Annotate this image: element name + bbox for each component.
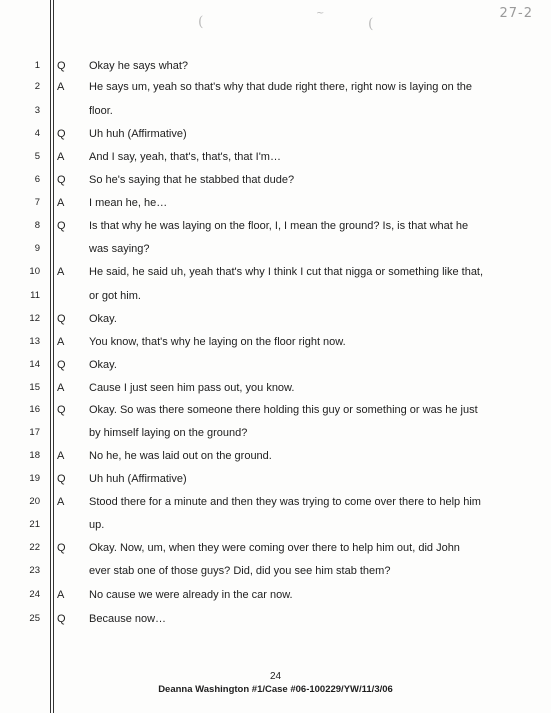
line-number: 15 bbox=[29, 382, 40, 393]
line-number: 7 bbox=[34, 197, 40, 208]
handwritten-page-mark: 27-2 bbox=[499, 6, 533, 21]
line-number: 22 bbox=[29, 542, 40, 553]
transcript-line bbox=[0, 310, 551, 328]
line-text: Okay. bbox=[89, 313, 117, 325]
transcript-line bbox=[0, 333, 551, 351]
line-number: 14 bbox=[29, 359, 40, 370]
speaker-label: Q bbox=[57, 174, 66, 186]
transcript-line bbox=[0, 171, 551, 189]
line-text: or got him. bbox=[89, 290, 141, 302]
speaker-label: Q bbox=[57, 613, 66, 625]
line-number: 6 bbox=[34, 174, 40, 185]
transcript-line bbox=[0, 125, 551, 143]
transcript-line bbox=[0, 356, 551, 374]
line-text: Is that why he was laying on the floor, I, I mean the ground? Is, is that what he bbox=[89, 220, 469, 232]
line-text: was saying? bbox=[89, 243, 150, 255]
transcript-line bbox=[0, 102, 551, 120]
transcript-line bbox=[0, 539, 551, 557]
line-text: And I say, yeah, that's, that's, that I'm… bbox=[89, 151, 281, 163]
line-text: Uh huh (Affirmative) bbox=[89, 473, 187, 485]
line-text: by himself laying on the ground? bbox=[89, 427, 248, 439]
transcript-line bbox=[0, 287, 551, 305]
speaker-label: Q bbox=[57, 359, 66, 371]
speaker-label: Q bbox=[57, 404, 66, 416]
line-number: 3 bbox=[34, 105, 40, 116]
speaker-label: Q bbox=[57, 542, 66, 554]
transcript-line bbox=[0, 217, 551, 235]
line-number: 20 bbox=[29, 496, 40, 507]
line-number: 18 bbox=[29, 450, 40, 461]
scan-mark: ( bbox=[198, 14, 204, 30]
line-number: 17 bbox=[29, 427, 40, 438]
line-text: up. bbox=[89, 519, 105, 531]
line-number: 10 bbox=[29, 266, 40, 277]
speaker-label: A bbox=[57, 496, 65, 508]
transcript-line bbox=[0, 610, 551, 628]
speaker-label: A bbox=[57, 336, 65, 348]
line-text: Okay he says what? bbox=[89, 60, 189, 72]
line-text: He said, he said uh, yeah that's why I think I cut that nigga or something like that, bbox=[89, 266, 484, 278]
line-text: He says um, yeah so that's why that dude right there, right now is laying on the bbox=[89, 81, 473, 93]
transcript-line bbox=[0, 562, 551, 580]
line-number: 24 bbox=[29, 589, 40, 600]
transcript-line bbox=[0, 263, 551, 281]
transcript-line bbox=[0, 493, 551, 511]
line-text: No he, he was laid out on the ground. bbox=[89, 450, 272, 462]
line-text: Okay. Now, um, when they were coming over there to help him out, did John bbox=[89, 542, 460, 554]
line-text: So he's saying that he stabbed that dude? bbox=[89, 174, 295, 186]
speaker-label: A bbox=[57, 81, 65, 93]
line-number: 23 bbox=[29, 565, 40, 576]
transcript-line bbox=[0, 240, 551, 258]
speaker-label: Q bbox=[57, 128, 66, 140]
line-text: No cause we were already in the car now. bbox=[89, 589, 293, 601]
speaker-label: A bbox=[57, 450, 65, 462]
speaker-label: A bbox=[57, 266, 65, 278]
line-number: 9 bbox=[34, 243, 40, 254]
line-number: 21 bbox=[29, 519, 40, 530]
line-text: Cause I just seen him pass out, you know. bbox=[89, 382, 295, 394]
line-number: 8 bbox=[34, 220, 40, 231]
line-number: 19 bbox=[29, 473, 40, 484]
transcript-line bbox=[0, 586, 551, 604]
case-identifier: Deanna Washington #1/Case #06-100229/YW/11/3/06 bbox=[158, 684, 393, 695]
transcript-line bbox=[0, 516, 551, 534]
transcript-line bbox=[0, 379, 551, 397]
transcript-line bbox=[0, 424, 551, 442]
transcript-line bbox=[0, 57, 551, 75]
line-number: 1 bbox=[34, 60, 40, 71]
scan-mark: ( bbox=[368, 16, 374, 32]
line-text: Okay. So was there someone there holding this guy or something or was he just bbox=[89, 404, 478, 416]
transcript-line bbox=[0, 401, 551, 419]
line-text: Stood there for a minute and then they was trying to come over there to help him bbox=[89, 496, 481, 508]
line-number: 4 bbox=[34, 128, 40, 139]
transcript-line bbox=[0, 470, 551, 488]
line-text: I mean he, he… bbox=[89, 197, 168, 209]
page-number: 24 bbox=[269, 671, 282, 682]
line-number: 5 bbox=[34, 151, 40, 162]
line-number: 11 bbox=[30, 290, 40, 301]
speaker-label: A bbox=[57, 197, 65, 209]
line-number: 2 bbox=[34, 81, 40, 92]
line-text: ever stab one of those guys? Did, did you see him stab them? bbox=[89, 565, 391, 577]
transcript-line bbox=[0, 148, 551, 166]
scan-mark: ~ bbox=[316, 8, 325, 19]
line-text: Because now… bbox=[89, 613, 167, 625]
speaker-label: Q bbox=[57, 473, 66, 485]
speaker-label: A bbox=[57, 589, 65, 601]
line-number: 13 bbox=[29, 336, 40, 347]
line-text: Okay. bbox=[89, 359, 117, 371]
speaker-label: A bbox=[57, 382, 65, 394]
line-text: Uh huh (Affirmative) bbox=[89, 128, 187, 140]
speaker-label: A bbox=[57, 151, 65, 163]
speaker-label: Q bbox=[57, 220, 66, 232]
transcript-line bbox=[0, 78, 551, 96]
speaker-label: Q bbox=[57, 60, 66, 72]
line-number: 12 bbox=[29, 313, 40, 324]
line-text: You know, that's why he laying on the floor right now. bbox=[89, 336, 346, 348]
speaker-label: Q bbox=[57, 313, 66, 325]
transcript-line bbox=[0, 194, 551, 212]
line-text: floor. bbox=[89, 105, 113, 117]
transcript-line bbox=[0, 447, 551, 465]
line-number: 25 bbox=[29, 613, 40, 624]
line-number: 16 bbox=[29, 404, 40, 415]
